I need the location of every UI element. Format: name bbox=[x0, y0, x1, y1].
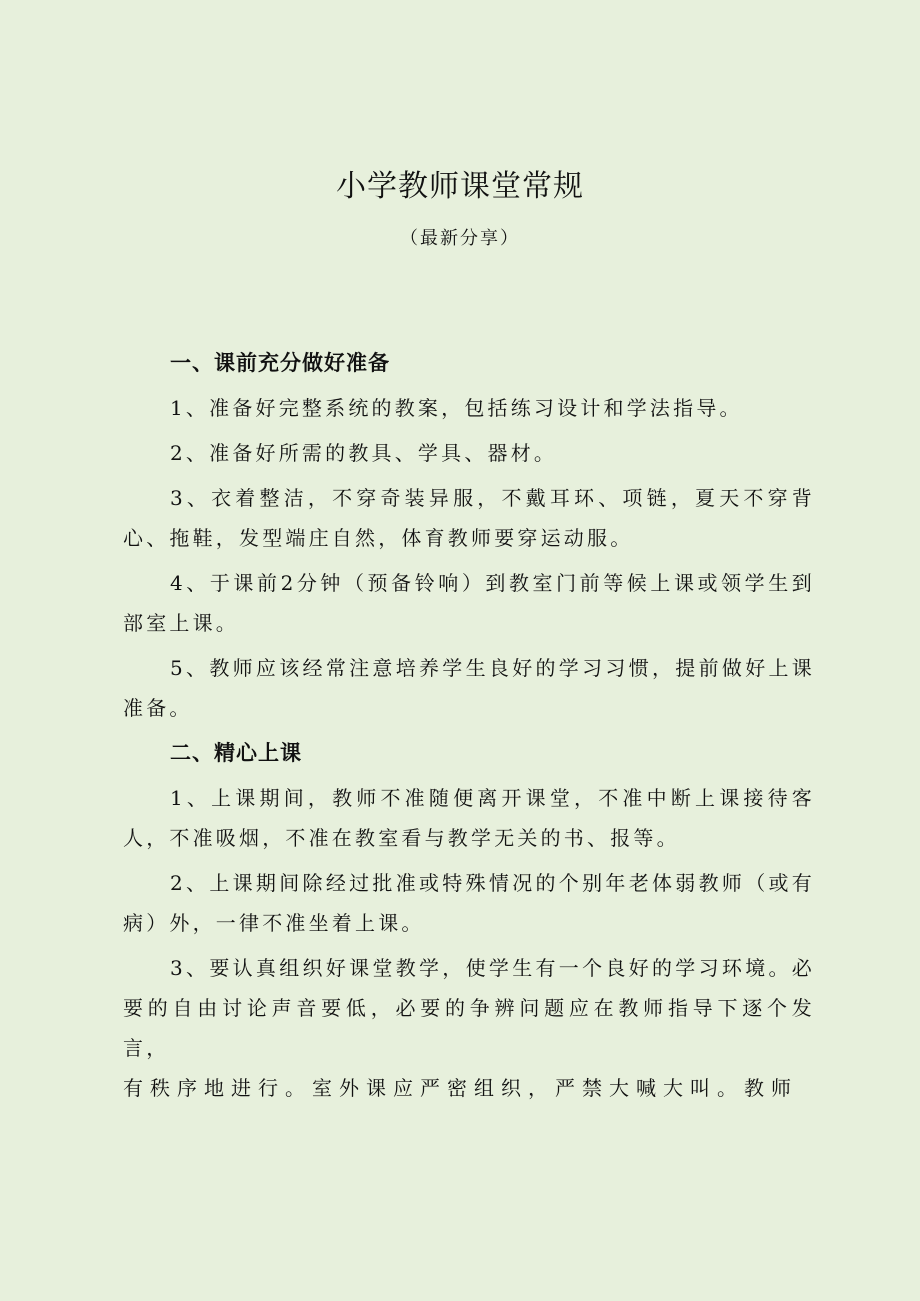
section-2 bbox=[123, 733, 815, 1113]
paragraph: 2、上课期间除经过批准或特殊情况的个别年老体弱教师（或有病）外，一律不准坐着上课。 bbox=[123, 871, 815, 935]
paragraph: 4、于课前2分钟（预备铃响）到教室门前等候上课或领学生到部室上课。 bbox=[123, 571, 815, 635]
paragraph: 3、衣着整洁，不穿奇装异服，不戴耳环、项链，夏天不穿背心、拖鞋，发型端庄自然，体育教师要穿运动服。 bbox=[123, 486, 815, 550]
document-title: 小学教师课堂常规 bbox=[336, 169, 584, 204]
section-1 bbox=[123, 343, 815, 733]
paragraph: 1、准备好完整系统的教案，包括练习设计和学法指导。 bbox=[170, 396, 743, 420]
document-body bbox=[123, 343, 815, 1113]
paragraph: 1、上课期间，教师不准随便离开课堂，不准中断上课接待客人，不准吸烟，不准在教室看与教学无关的书、报等。 bbox=[123, 786, 815, 850]
section-heading: 二、精心上课 bbox=[170, 741, 302, 765]
paragraph: 5、教师应该经常注意培养学生良好的学习习惯，提前做好上课准备。 bbox=[123, 656, 815, 720]
document-subtitle: （最新分享） bbox=[400, 228, 520, 249]
paragraph: 3、要认真组织好课堂教学，使学生有一个良好的学习环境。必要的自由讨论声音要低，必要的争辨问题应在教师指导下逐个发言， bbox=[123, 956, 815, 1060]
paragraph-continuation: 有秩序地进行。室外课应严密组织，严禁大喊大叫。教师 bbox=[123, 1076, 798, 1100]
paragraph: 2、准备好所需的教具、学具、器材。 bbox=[170, 441, 558, 465]
section-heading: 一、课前充分做好准备 bbox=[170, 351, 390, 375]
